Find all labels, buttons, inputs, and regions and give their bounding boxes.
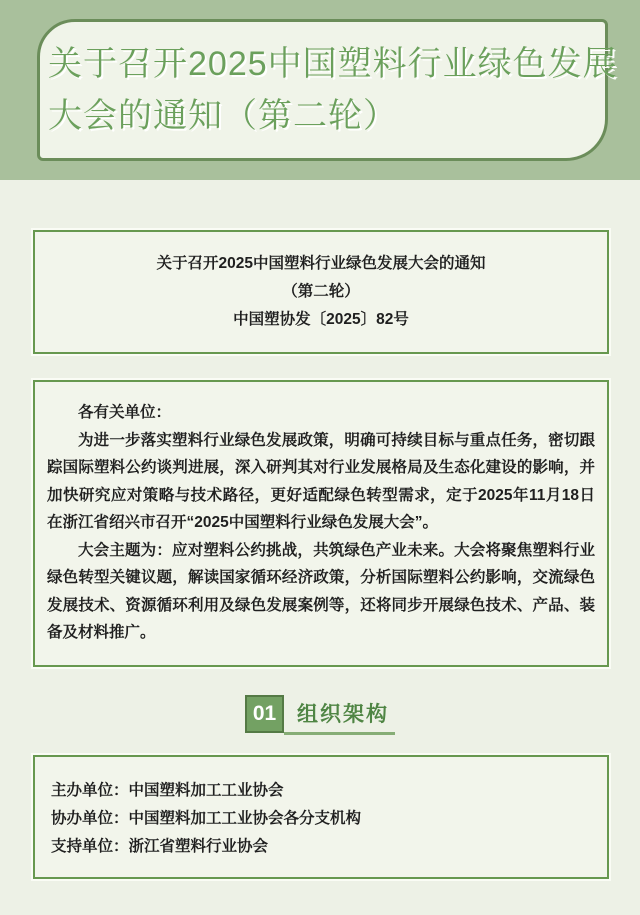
notice-title: 关于召开2025中国塑料行业绿色发展大会的通知: [156, 255, 486, 272]
hero-title-line2: 大会的通知（第二轮）: [48, 97, 398, 135]
org-cohost-value: 中国塑料加工工业协会各分支机构: [128, 809, 362, 827]
org-host-line: [51, 777, 595, 805]
notice-subtitle: （第二轮）: [282, 283, 360, 300]
notice-heading-card: [33, 230, 609, 354]
org-host-value: 中国塑料加工工业协会: [128, 781, 284, 799]
salutation: 各有关单位：: [78, 404, 172, 421]
hero-banner: [0, 0, 640, 180]
body-text-card: [33, 380, 609, 667]
body-paragraph-2: 大会主题为：应对塑料公约挑战，共筑绿色产业未来。大会将聚焦塑料行业绿色转型关键议题，解读国家循环经济政策，分析国际塑料公约影响，交流绿色发展技术、资源循环利用及绿色发展案例等，还将同步开展绿色技术、产品、装备及材料推广。: [47, 541, 595, 641]
hero-title-line1: 关于召开2025中国塑料行业绿色发展: [48, 45, 618, 83]
org-cohost-line: [51, 805, 595, 833]
hero-title-card: [37, 19, 618, 161]
organization-card: [33, 755, 609, 879]
section-title: 组织架构: [284, 695, 395, 735]
body-paragraph-1: 为进一步落实塑料行业绿色发展政策，明确可持续目标与重点任务，密切跟踪国际塑料公约谈判进展，深入研判其对行业发展格局及生态化建设的影响，并加快研究应对策略与技术路径，更好适配绿色转型需求，定于2025年11月18日在浙江省绍兴市召开“2025中国塑料行业绿色发展大会”。: [47, 431, 595, 531]
org-support-label: 支持单位：: [51, 837, 129, 855]
org-cohost-label: 协办单位：: [51, 809, 129, 827]
notice-doc-number: 中国塑协发〔2025〕82号: [233, 311, 409, 328]
section-header-organization: [0, 695, 640, 733]
section-number-badge: 01: [245, 695, 284, 733]
org-host-label: 主办单位：: [51, 781, 129, 799]
org-support-value: 浙江省塑料行业协会: [128, 837, 269, 855]
org-support-line: [51, 833, 595, 861]
